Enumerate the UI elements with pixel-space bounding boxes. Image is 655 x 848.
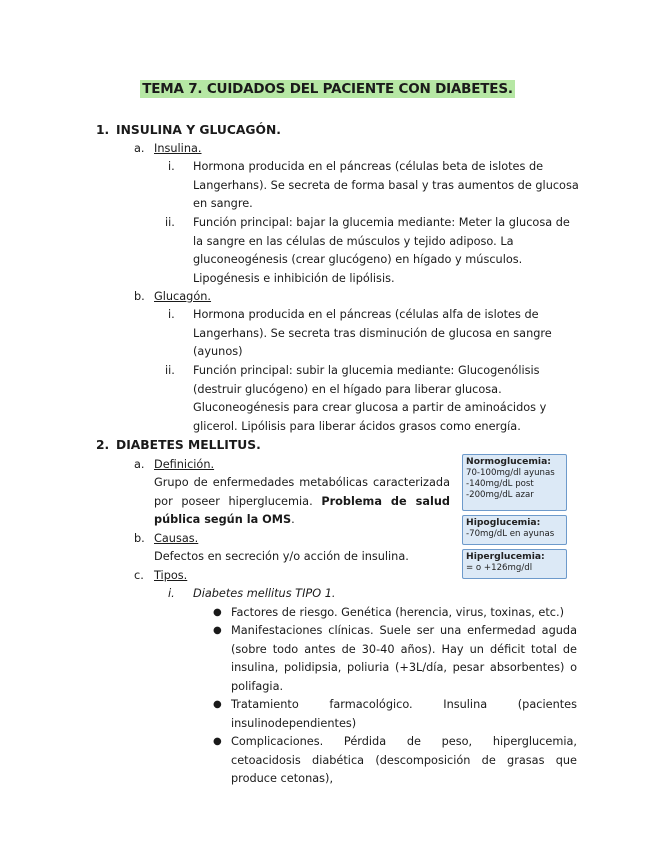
tipo1-number: i. (168, 587, 175, 600)
section-1-heading: INSULINA Y GLUCAGÓN. (116, 123, 281, 137)
section-1-number: 1. (96, 123, 110, 137)
causas-text: Defectos en secreción y/o acción de insulina. (154, 550, 409, 563)
hipoglucemia-box (462, 515, 567, 545)
glucagon-item-2-number: ii. (165, 364, 175, 377)
causas-letter: b. (134, 532, 145, 545)
normoglucemia-box (462, 454, 567, 511)
tipo1-bullet-3: Tratamiento farmacológico. Insulina (pacientes insulinodependientes) (231, 698, 577, 730)
glucagon-item-1-text: Hormona producida en el páncreas (células alfa de islotes de Langerhans). Se secreta tras disminución de glucosa en sangre (ayunos) (193, 308, 552, 359)
sub-glucagon-title: Glucagón. (154, 290, 212, 303)
hiperglucemia-box (462, 549, 567, 579)
glucagon-item-1-number: i. (168, 308, 175, 321)
insulina-item-1-number: i. (168, 160, 175, 173)
page-title-row (0, 78, 655, 97)
tipo1-title: Diabetes mellitus TIPO 1. (193, 587, 336, 600)
sub-insulina-title: Insulina. (154, 142, 202, 155)
normoglucemia-line-1: 70-100mg/dl ayunas (466, 468, 555, 478)
causas-title: Causas. (154, 532, 199, 545)
page-title: TEMA 7. CUIDADOS DEL PACIENTE CON DIABETES. (142, 81, 513, 97)
tipo1-bullet-1: Factores de riesgo. Genética (herencia, virus, toxinas, etc.) (231, 606, 564, 619)
section-2-heading: DIABETES MELLITUS. (116, 438, 261, 452)
sub-a-letter: a. (134, 142, 145, 155)
section-2-number: 2. (96, 438, 110, 452)
bullet-marker: ● (213, 607, 222, 618)
normoglucemia-title: Normoglucemia: (466, 456, 551, 467)
insulina-item-2-number: ii. (165, 216, 175, 229)
definicion-body: Grupo de enfermedades metabólicas caracterizada por poseer hiperglucemia. (154, 476, 450, 508)
definicion-bold: Problema de salud pública según la OMS (154, 494, 450, 527)
hiperglucemia-title: Hiperglucemia: (466, 551, 545, 562)
definicion-text (154, 474, 450, 530)
tipos-title: Tipos. (154, 569, 188, 582)
tipos-letter: c. (134, 569, 144, 582)
definicion-end: . (291, 513, 295, 527)
normoglucemia-line-2: -140mg/dL post (466, 479, 534, 489)
bullet-marker: ● (213, 736, 222, 747)
insulina-item-2-text: Función principal: bajar la glucemia mediante: Meter la glucosa de la sangre en las células de músculos y tejido adiposo. La gluconeogénesis (crear glucógeno) en hígado y músculos. Lipogénesis e inhibición de lipólisis. (193, 216, 570, 285)
bullet-marker: ● (213, 699, 222, 710)
hipoglucemia-title: Hipoglucemia: (466, 517, 541, 528)
definicion-letter: a. (134, 458, 145, 471)
definicion-title: Definición. (154, 458, 215, 471)
bullet-marker: ● (213, 625, 222, 636)
glucagon-item-2-text: Función principal: subir la glucemia mediante: Glucogenólisis (destruir glucógeno) en el hígado para liberar glucosa. Gluconeogénesis para crear glucosa a partir de aminoácidos y glicerol. Lipólisis para liberar ácidos grasos como energía. (193, 364, 547, 433)
tipo1-bullet-4: Complicaciones. Pérdida de peso, hiperglucemia, cetoacidosis diabética (descomposición de grasas que produce cetonas), (231, 735, 577, 786)
hipoglucemia-line-1: -70mg/dL en ayunas (466, 529, 555, 539)
sub-b-letter: b. (134, 290, 145, 303)
tipo1-bullet-2: Manifestaciones clínicas. Suele ser una enfermedad aguda (sobre todo antes de 30-40 años). Hay un déficit total de insulina, polidipsia, poliuria (+3L/día, pesar absorbentes) o polifagia. (231, 624, 577, 693)
normoglucemia-line-3: -200mg/dL azar (466, 490, 534, 500)
insulina-item-1-text: Hormona producida en el páncreas (células beta de islotes de Langerhans). Se secreta de forma basal y tras aumentos de glucosa en sangre. (193, 160, 579, 211)
hiperglucemia-line-1: = o +126mg/dl (466, 563, 533, 573)
